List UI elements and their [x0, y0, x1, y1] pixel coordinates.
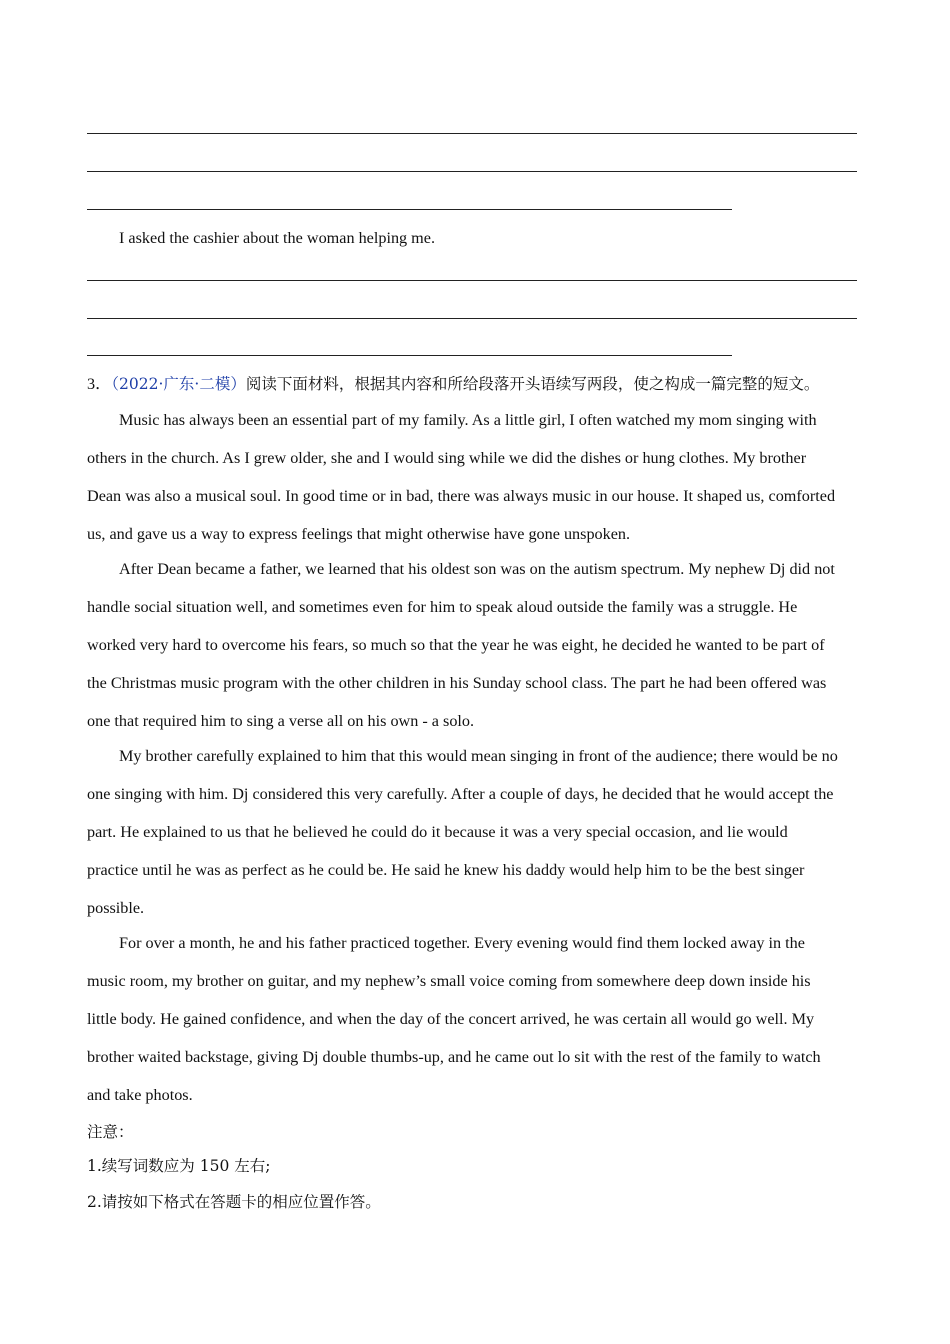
answer-line — [87, 209, 732, 210]
notes-heading: 注意： — [87, 1123, 134, 1141]
passage-line: worked very hard to overcome his fears, so much so that the year he was eight, he decided he wanted to be part of — [87, 636, 825, 654]
passage-line: one that required him to sing a verse all on his own - a solo. — [87, 712, 475, 730]
passage-line: others in the church. As I grew older, she and I would sing while we did the dishes or hung clothes. My brother — [87, 449, 807, 467]
passage-line: us, and gave us a way to express feelings that might otherwise have gone unspoken. — [87, 525, 631, 543]
note-item: 2.请按如下格式在答题卡的相应位置作答。 — [87, 1193, 381, 1211]
passage-line: little body. He gained confidence, and when the day of the concert arrived, he was certain all would go well. My — [87, 1010, 815, 1028]
passage-line: one singing with him. Dj considered this very carefully. After a couple of days, he decided that he would accept the — [87, 785, 834, 803]
note-item: 1.续写词数应为 150 左右; — [87, 1157, 271, 1175]
passage-line: music room, my brother on guitar, and my nephew’s small voice coming from somewhere deep down inside his — [87, 972, 811, 990]
question-number: 3． — [87, 375, 112, 393]
passage-line: For over a month, he and his father practiced together. Every evening would find them locked away in the — [119, 934, 805, 952]
passage-line: possible. — [87, 899, 145, 917]
passage-line: and take photos. — [87, 1086, 193, 1104]
passage-line: My brother carefully explained to him that this would mean singing in front of the audience; there would be no — [119, 747, 838, 765]
paragraph-prompt: I asked the cashier about the woman helping me. — [119, 229, 436, 247]
passage-line: practice until he was as perfect as he could be. He said he knew his daddy would help him to be the best singer — [87, 861, 805, 879]
answer-line — [87, 133, 857, 134]
question-source: （2022·广东·二模） — [111, 375, 246, 393]
passage-line: Dean was also a musical soul. In good time or in bad, there was always music in our house. It shaped us, comforted — [87, 487, 836, 505]
passage-line: the Christmas music program with the other children in his Sunday school class. The part he had been offered was — [87, 674, 827, 692]
answer-line — [87, 355, 732, 356]
passage-line: part. He explained to us that he believed he could do it because it was a very special occasion, and lie would — [87, 823, 788, 841]
question-instruction: 阅读下面材料，根据其内容和所给段落开头语续写两段，使之构成一篇完整的短文。 — [245, 375, 820, 393]
passage-line: brother waited backstage, giving Dj double thumbs-up, and he came out lo sit with the rest of the family to watch — [87, 1048, 821, 1066]
passage-line: handle social situation well, and sometimes even for him to speak aloud outside the family was a struggle. He — [87, 598, 798, 616]
question-header — [87, 374, 877, 394]
answer-line — [87, 280, 857, 281]
passage-line: Music has always been an essential part of my family. As a little girl, I often watched my mom singing with — [119, 411, 817, 429]
answer-line — [87, 171, 857, 172]
answer-line — [87, 318, 857, 319]
passage-line: After Dean became a father, we learned that his oldest son was on the autism spectrum. My nephew Dj did not — [119, 560, 835, 578]
